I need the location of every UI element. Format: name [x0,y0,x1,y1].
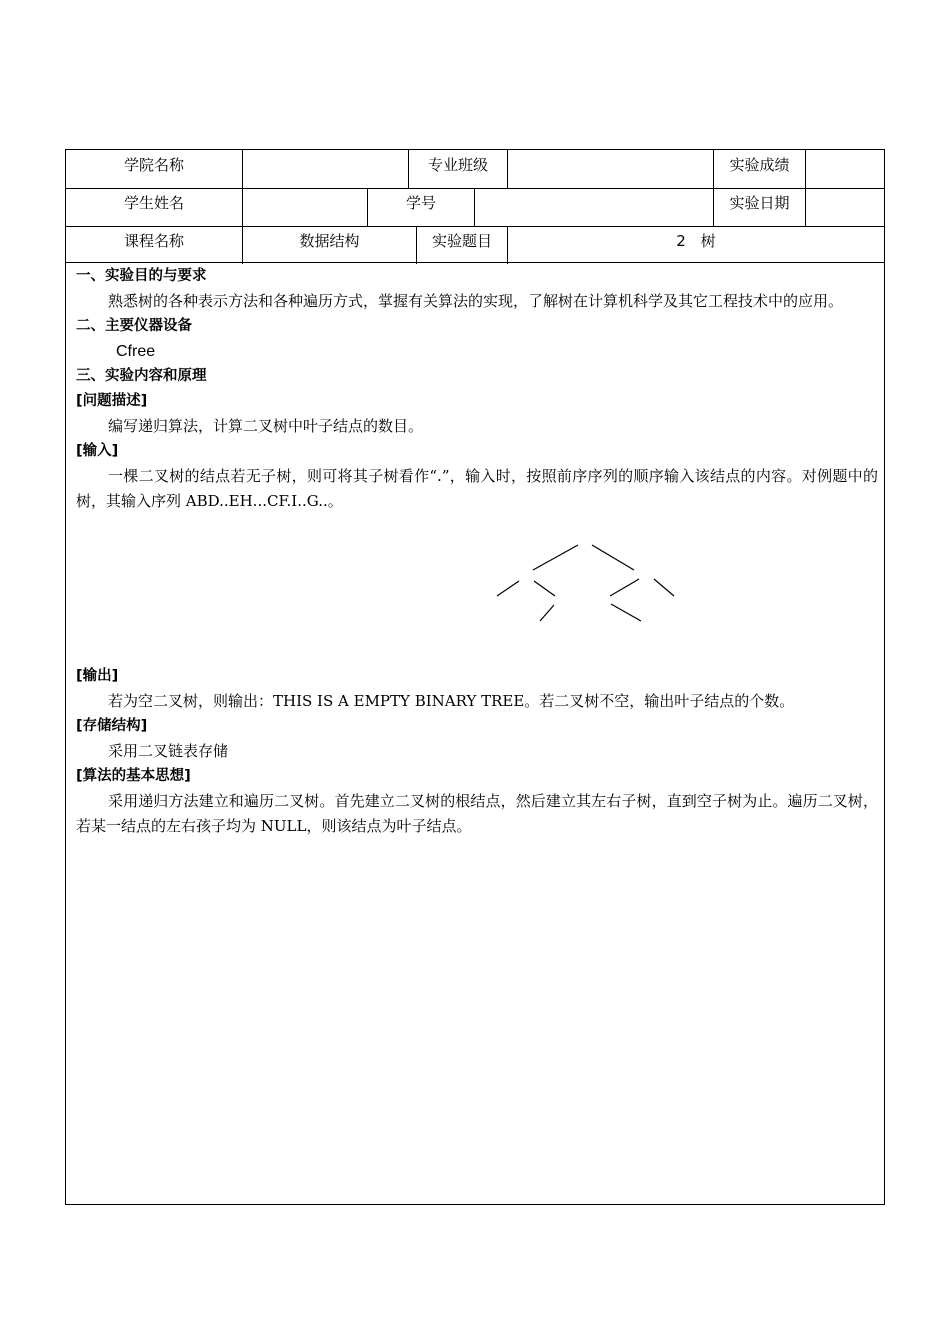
content-text-2 [76,664,878,839]
grade-value [806,150,884,188]
storage-title: [存储结构] [76,718,148,734]
output-title: [输出] [76,668,119,684]
college-value [243,150,409,188]
content-box [65,262,885,1205]
student-name-label: 学生姓名 [66,188,243,226]
storage-text: 采用二叉链表存储 [108,742,229,760]
student-id-value [475,188,714,226]
section-1-text: 熟悉树的各种表示方法和各种遍历方式，掌握有关算法的实现，了解树在计算机科学及其它工程技术中的应用。 [108,292,844,310]
algo-text: 采用递归方法建立和遍历二叉树。首先建立二叉树的根结点，然后建立其左右子树，直到空子树为止。遍历二叉树，若某一结点的左右孩子均为 NULL，则该结点为叶子结点。 [76,792,878,835]
output-text: 若为空二叉树，则输出：THIS IS A EMPTY BINARY TREE。若二叉树不空，输出叶子结点的个数。 [108,692,795,710]
header-row-2 [66,188,884,227]
section-2-title: 二、主要仪器设备 [76,318,192,334]
header-row-3 [66,226,884,264]
course-value: 数据结构 [243,226,417,264]
student-name-value [243,188,368,226]
topic-value: 2 树 [676,232,716,250]
date-label: 实验日期 [714,188,806,226]
input-title: [输入] [76,443,119,459]
header-table [65,149,885,263]
algo-title: [算法的基本思想] [76,768,191,784]
content-text [76,264,878,514]
major-class-label: 专业班级 [409,150,508,188]
major-class-value [508,150,714,188]
topic-label: 实验题目 [417,226,508,264]
section-1-title: 一、实验目的与要求 [76,268,207,284]
problem-title: [问题描述] [76,393,148,409]
course-label: 课程名称 [66,226,243,264]
equipment-text: Cfree [116,343,156,360]
binary-tree-diagram [486,537,686,627]
student-id-label: 学号 [368,188,475,226]
college-label: 学院名称 [66,150,243,188]
problem-text: 编写递归算法，计算二叉树中叶子结点的数目。 [108,417,424,435]
header-row-1 [66,150,884,189]
input-text: 一棵二叉树的结点若无子树，则可将其子树看作“.”，输入时，按照前序序列的顺序输入该结点的内容。对例题中的树，其输入序列 ABD..EH...CF.I..G..。 [76,467,878,510]
grade-label: 实验成绩 [714,150,806,188]
section-3-title: 三、实验内容和原理 [76,368,207,384]
date-value [806,188,884,226]
